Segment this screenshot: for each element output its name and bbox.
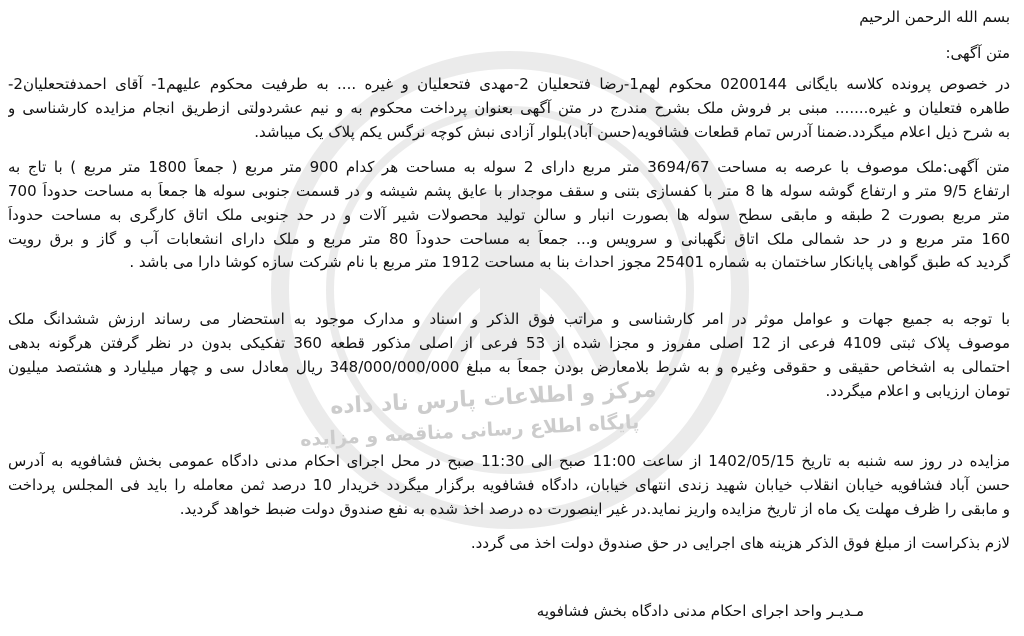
para2-line3: متر مربع بصورت 2 طبقه و مابقی سطح سوله ها بصورت انبار و سالن تولید محصولات شیر آلات و در حد جنوبی ملک اتاق کارگری به مساحت حدوداً — [8, 206, 1010, 224]
para3-line4: تومان ارزیابی و اعلام میگردد. — [825, 382, 1010, 400]
para2-line5: گردید که طبق گواهی پایانکار ساختمان به شماره 25401 مجوز احداث بنا به مساحت 1912 متر مربع با نام شرکت سازه کوشا دارا می باشد . — [129, 253, 1010, 271]
para2-line2: ارتفاع 9/5 متر و ارتفاع گوشه سوله ها 8 متر با کفسازی بتنی و سقف موجدار با عایق پشم شیشه و در قسمت جنوبی سوله ها جمعاً به مساحت حدوداً 700 — [8, 182, 1010, 200]
para2-line4: 160 متر مربع و در حد شمالی ملک اتاق نگهبانی و سرویس و... جمعاً به مساحت حدوداً 80 متر مربع و ملک دارای انشعابات آب و گاز و برق رویت — [8, 230, 1010, 248]
para5: لازم بذکراست از مبلغ فوق الذکر هزینه های اجرایی در حق صندوق دولت اخذ می گردد. — [470, 534, 1010, 552]
para3-line1: با توجه به جمیع جهات و عوامل موثر در امر کارشناسی و مراتب فوق الذکر و اسناد و مدارک موجود به استحضار می رساند ارزش ششدانگ ملک — [8, 310, 1010, 328]
para1-line3: به شرح ذیل اعلام میگردد.ضمنا آدرس تمام قطعات فشافویه(حسن آباد)بلوار آزادی نبش کوچه نرگس یکم پلاک یک میباشد. — [254, 123, 1010, 141]
para4-line3: و مابقی را ظرف مهلت یک ماه از تاریخ مزایده واریز نماید.در غیر اینصورت ده درصد اخذ شده به نفع صندوق دولت ضبط خواهد گردید. — [179, 500, 1010, 518]
para4-line2: حسن آباد فشافویه خیابان انقلاب خیابان شهید زندی انتهای خیابان، دادگاه فشافویه برگزار میگردد خریدار 10 درصد ثمن معامله را باید فی المجلس پرداخت — [8, 476, 1010, 494]
para4-line1: مزایده در روز سه شنبه به تاریخ 1402/05/15 از ساعت 11:00 صبح الی 11:30 صبح در محل اجرای احکام مدنی دادگاه عمومی بخش فشافویه به آدرس — [8, 452, 1010, 470]
para1-line1: در خصوص پرونده کلاسه بایگانی 0200144 محکوم لهم1-رضا فتحعلیان 2-مهدی فتحعلیان و غیره .... به طرفیت محکوم علیهم1- آقای احمدفتحعلیان2- — [8, 75, 1010, 93]
notice-heading: متن آگهی: — [945, 44, 1010, 62]
para2-line1: متن آگهی:ملک موصوف با عرصه به مساحت 3694/67 متر مربع دارای 2 سوله به مساحت هر کدام 900 متر مربع ( جمعاً 1800 متر مربع ) با تاج به — [8, 158, 1010, 176]
para3-line3: احتمالی به اشخاص حقیقی و حقوقی وغیره و به شرط بلامعارض بودن جمعاً به مبلغ 348/000/000/000 ریال معادل سی و چهار میلیارد و هشتصد میلیون — [8, 358, 1010, 376]
para1-line2: طاهره فتعلیان و غیره....... مبنی بر فروش ملک بشرح مندرج در متن آگهی بعنوان پرداخت محکوم به و نیم عشردولتی ازطریق انجام مزایده کارشناسی و — [8, 99, 1010, 117]
watermark-text-line1: مرکز و اطلاعات پارس ناد داده — [329, 377, 658, 420]
signature: مـدیـر واحد اجرای احکام مدنی دادگاه بخش فشافویه — [536, 602, 864, 620]
para3-line2: موصوف پلاک ثبتی 4109 فرعی از 12 اصلی مفروز و مجزا شده از 53 فرعی از اصلی مذکور قطعه 360 تفکیکی بدون در نظر گرفتن هرگونه بدهی — [8, 334, 1010, 352]
watermark-text-line2: پایگاه اطلاع رسانی مناقصه و مزایده — [299, 411, 640, 451]
basmala: بسم الله الرحمن الرحیم — [859, 8, 1010, 26]
